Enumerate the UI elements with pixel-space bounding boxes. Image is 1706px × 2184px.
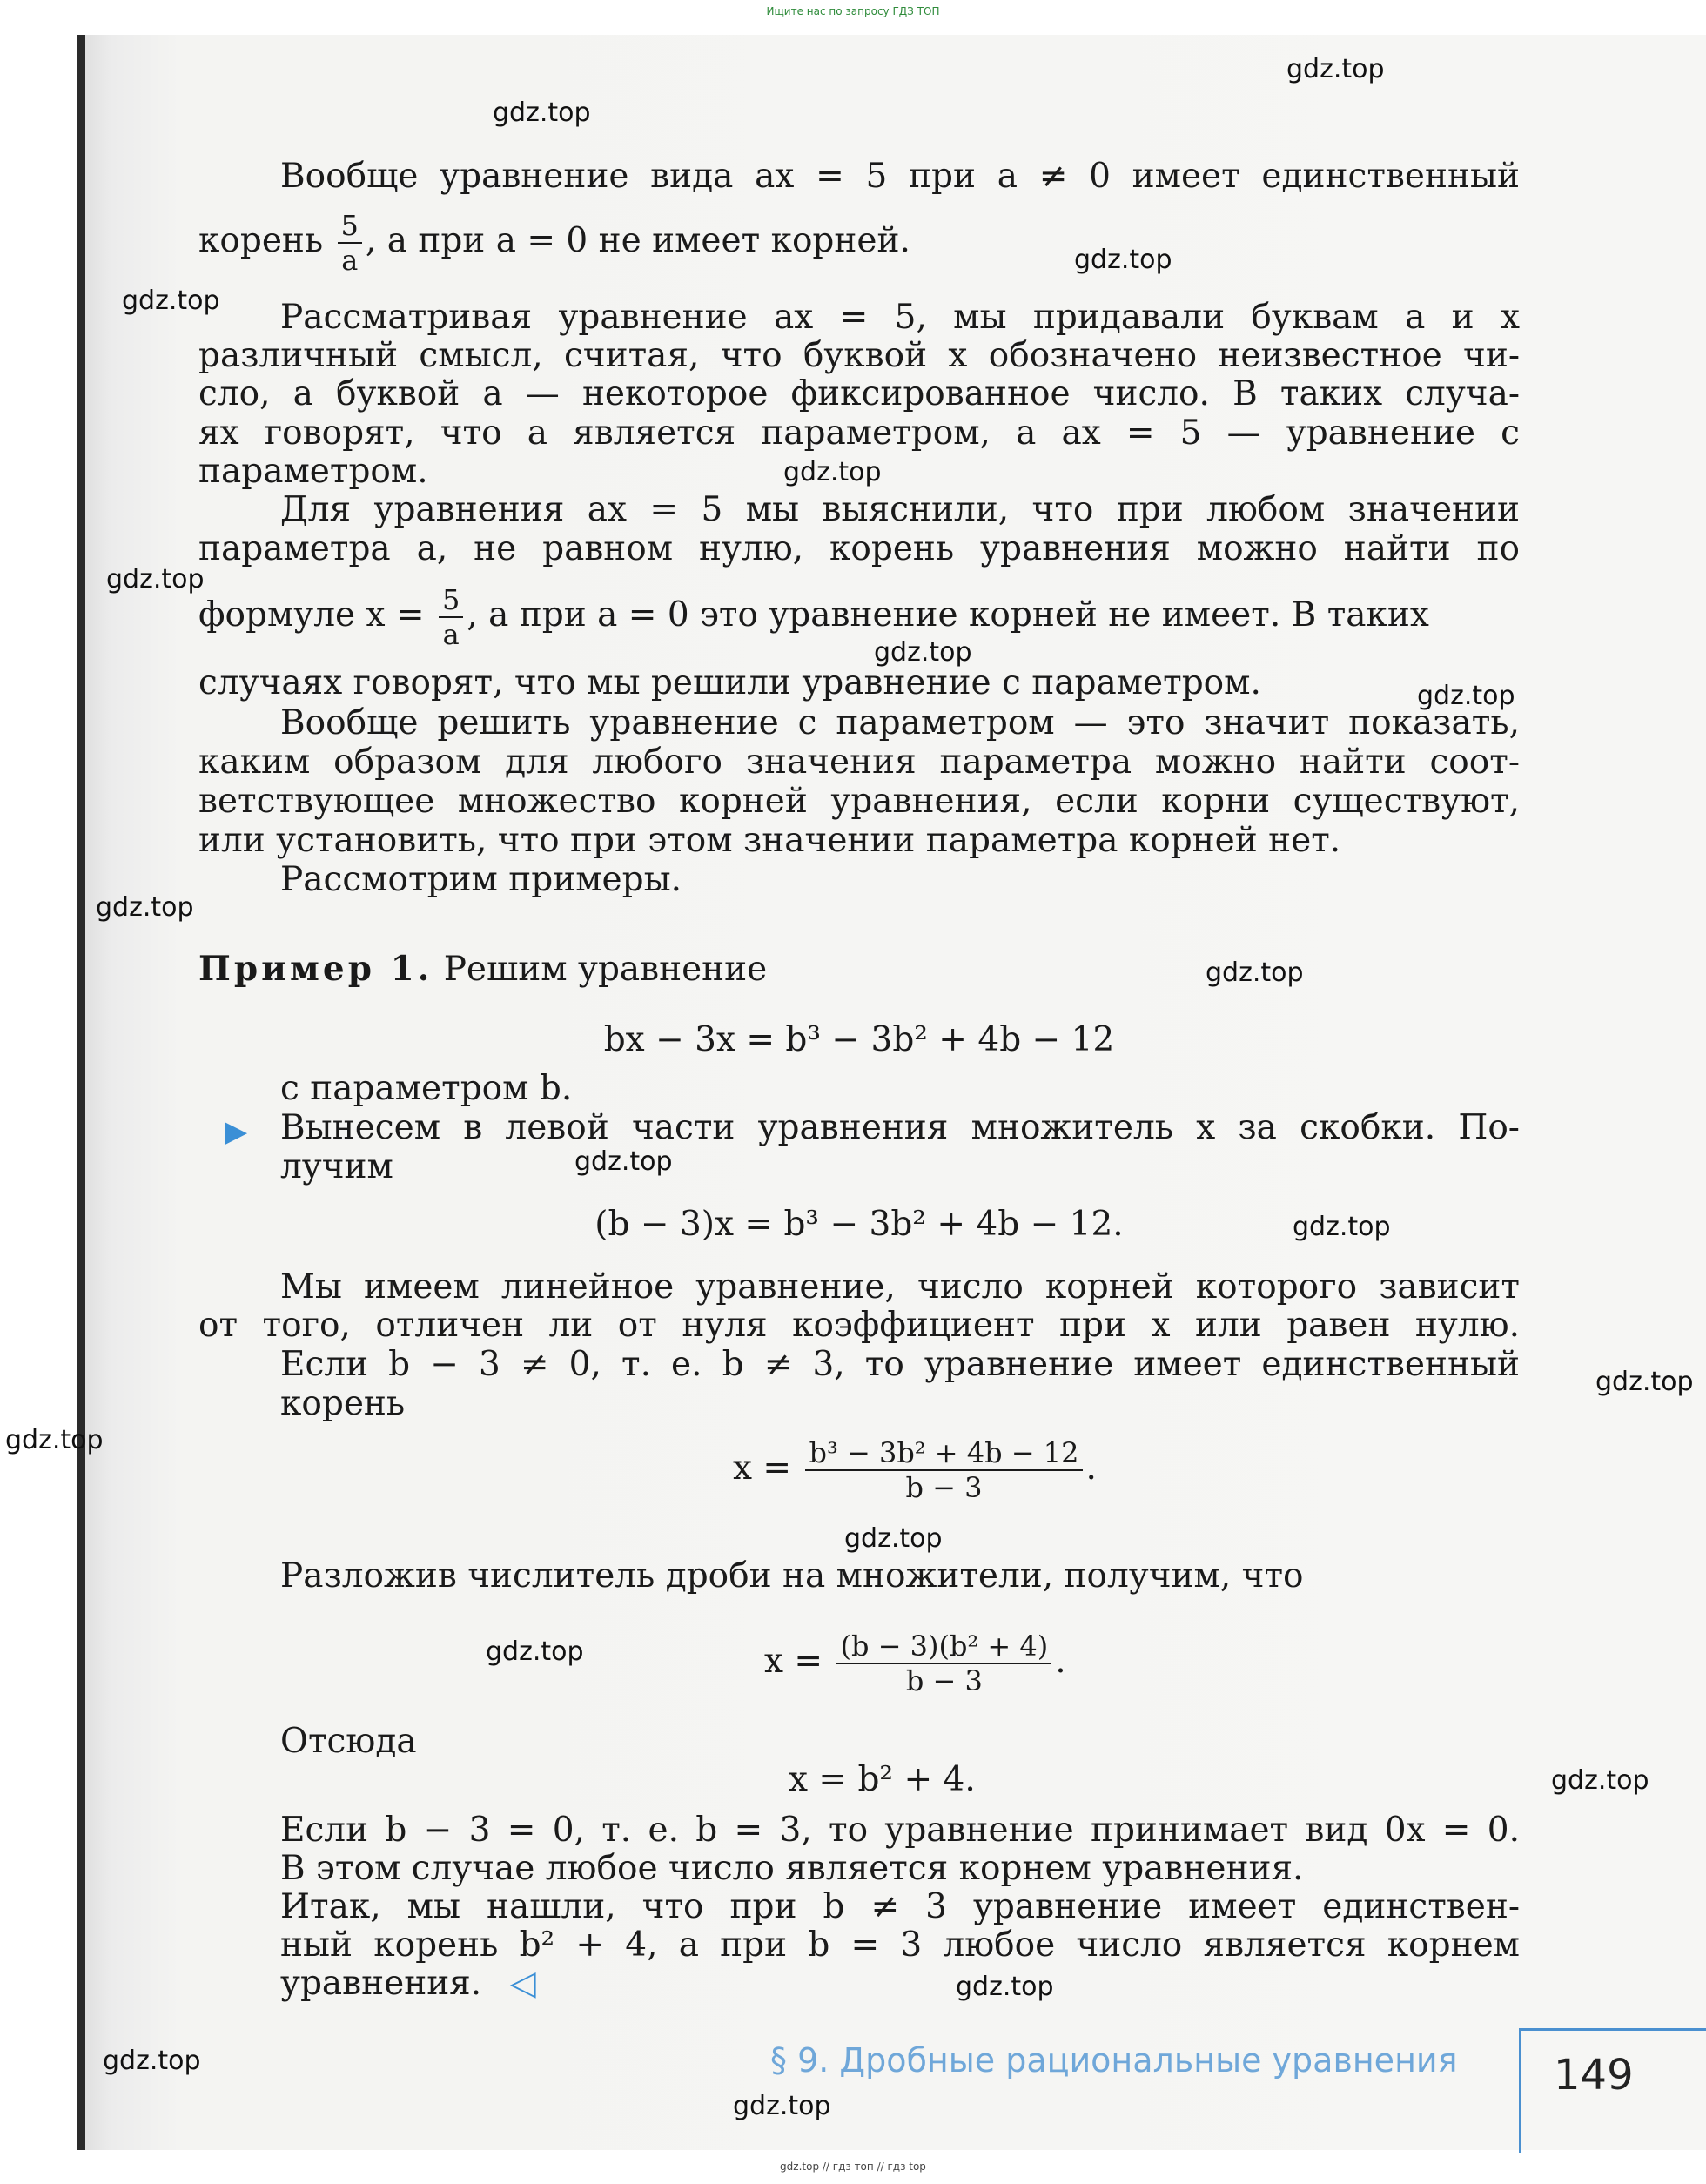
page-number: 149 [1554, 2051, 1634, 2100]
fraction [439, 583, 463, 651]
text-line: Мы имеем линейное уравнение, число корней которого зависит [280, 1267, 1520, 1307]
fraction [805, 1436, 1082, 1504]
text-line: или установить, что при этом значении параметра корней нет. [198, 821, 1341, 860]
text-line: Вообще уравнение вида ax = 5 при a ≠ 0 имеет единственный [280, 157, 1520, 196]
section-title: § 9. Дробные рациональные уравнения [770, 2041, 1458, 2080]
text-line: сло, а буквой a — некоторое фиксированное число. В таких случа- [198, 374, 1520, 413]
text-line: от того, отличен ли от нуля коэффициент при x или равен нулю. [198, 1306, 1520, 1345]
text-line: Разложив числитель дроби на множители, получим, что [280, 1556, 1304, 1596]
text-line: лучим [280, 1147, 393, 1186]
watermark: gdz.top [5, 1425, 104, 1455]
solution-end-marker: ◁ [509, 1964, 536, 2003]
book-spine [77, 35, 85, 2150]
text-line: случаях говорят, что мы решили уравнение с параметром. [198, 663, 1261, 702]
text-fragment: , а при a = 0 это уравнение корней не имеет. В таких [467, 595, 1429, 635]
text-line: ветствующее множество корней уравнения, если корни существуют, [198, 782, 1520, 821]
equation: (b − 3)x = b³ − 3b² + 4b − 12. [594, 1205, 1124, 1244]
watermark: gdz.top [1551, 1765, 1649, 1796]
equation-fraction [733, 1436, 1097, 1504]
solution-start-marker: ▶ [225, 1114, 248, 1149]
example-intro: Решим уравнение [443, 950, 768, 989]
fraction-denominator: b − 3 [905, 1471, 983, 1504]
example-heading-line [198, 949, 767, 989]
watermark: gdz.top [122, 286, 220, 316]
text-line: Итак, мы нашли, что при b ≠ 3 уравнение имеет единствен- [280, 1887, 1520, 1926]
text-line: каким образом для любого значения параметра можно найти соот- [198, 743, 1520, 782]
watermark: gdz.top [1206, 958, 1304, 988]
text-line: параметра a, не равном нулю, корень уравнения можно найти по [198, 529, 1520, 568]
watermark: gdz.top [1293, 1212, 1391, 1242]
text-line: корень [280, 1384, 406, 1423]
watermark: gdz.top [1595, 1367, 1694, 1397]
equation-fraction [764, 1630, 1066, 1697]
watermark: gdz.top [1417, 681, 1515, 711]
text-line: Для уравнения ax = 5 мы выяснили, что при любом значении [280, 490, 1520, 529]
watermark: gdz.top [844, 1523, 943, 1554]
watermark: gdz.top [96, 892, 194, 923]
text-line: с параметром b. [280, 1069, 573, 1108]
equation-lhs: x = [733, 1448, 792, 1488]
fraction-denominator: b − 3 [905, 1664, 983, 1697]
watermark: gdz.top [874, 637, 972, 668]
fraction-numerator: 5 [338, 209, 362, 244]
text-line-with-end-marker [280, 1964, 536, 2003]
watermark: gdz.top [574, 1146, 673, 1177]
text-fragment: уравнения. [280, 1964, 482, 2003]
fraction-denominator: a [442, 618, 460, 651]
text-line: Вообще решить уравнение с параметром — это значит показать, [280, 703, 1520, 743]
equation-end: . [1085, 1448, 1097, 1488]
text-line: Рассмотрим примеры. [280, 860, 682, 899]
watermark: gdz.top [1286, 54, 1385, 84]
equation-end: . [1055, 1642, 1066, 1681]
watermark: gdz.top [783, 457, 882, 487]
text-fragment: , а при a = 0 не имеет корней. [365, 221, 910, 260]
text-fragment: формуле x = [198, 595, 425, 635]
fraction [836, 1630, 1051, 1697]
text-line: параметром. [198, 452, 428, 491]
fraction-numerator: b³ − 3b² + 4b − 12 [805, 1436, 1082, 1471]
text-line-with-fraction [198, 209, 910, 277]
text-line-with-fraction [198, 583, 1429, 651]
equation: x = b² + 4. [789, 1760, 976, 1799]
fraction-denominator: a [341, 244, 359, 277]
text-line: В этом случае любое число является корнем уравнения. [280, 1849, 1304, 1888]
header-note: Ищите нас по запросу ГДЗ ТОП [766, 5, 940, 17]
equation: bx − 3x = b³ − 3b² + 4b − 12 [603, 1020, 1115, 1059]
text-line: Если b − 3 ≠ 0, т. е. b ≠ 3, то уравнение имеет единственный [280, 1345, 1520, 1384]
watermark: gdz.top [493, 97, 591, 128]
watermark: gdz.top [106, 564, 205, 595]
fraction [338, 209, 362, 277]
watermark: gdz.top [733, 2091, 831, 2121]
text-fragment: корень [198, 221, 324, 260]
text-line: Рассматривая уравнение ax = 5, мы придавали буквам a и x [280, 298, 1520, 337]
example-heading: Пример 1. [198, 949, 433, 989]
fraction-numerator: (b − 3)(b² + 4) [836, 1630, 1051, 1664]
text-line: ях говорят, что a является параметром, а ax = 5 — уравнение с [198, 413, 1520, 453]
watermark: gdz.top [1074, 245, 1172, 275]
footer-note: gdz.top // гдз топ // гдз top [780, 2160, 926, 2173]
text-line: Вынесем в левой части уравнения множитель x за скобки. По- [280, 1108, 1520, 1147]
text-line: Отсюда [280, 1722, 417, 1761]
watermark: gdz.top [956, 1972, 1054, 2002]
fraction-numerator: 5 [439, 583, 463, 618]
equation-lhs: x = [764, 1642, 823, 1681]
watermark: gdz.top [103, 2046, 201, 2076]
text-line: различный смысл, считая, что буквой x обозначено неизвестное чи- [198, 336, 1520, 375]
text-line: ный корень b² + 4, а при b = 3 любое число является корнем [280, 1925, 1520, 1965]
text-line: Если b − 3 = 0, т. е. b = 3, то уравнение принимает вид 0x = 0. [280, 1811, 1520, 1850]
watermark: gdz.top [486, 1636, 584, 1667]
